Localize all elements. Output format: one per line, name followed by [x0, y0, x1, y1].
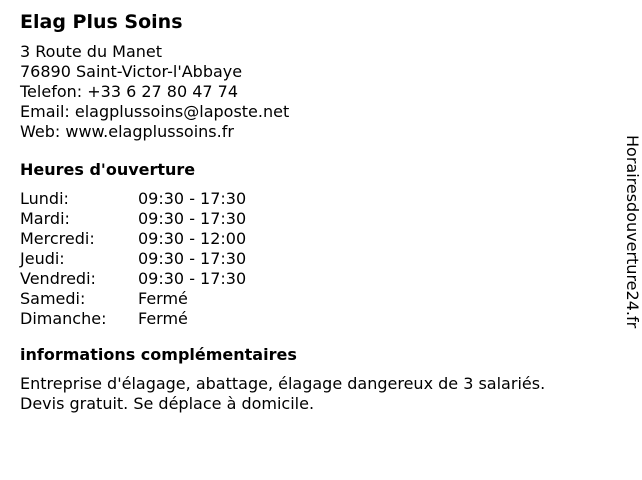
business-name: Elag Plus Soins: [20, 11, 183, 33]
info-line-2: Devis gratuit. Se déplace à domicile.: [20, 394, 315, 413]
address-street: 3 Route du Manet: [20, 42, 163, 61]
day-label: Dimanche:: [20, 309, 107, 328]
day-time: 09:30 - 17:30: [138, 189, 247, 208]
day-time: 09:30 - 17:30: [138, 269, 247, 288]
additional-info-heading: informations complémentaires: [20, 345, 297, 364]
day-label: Lundi:: [20, 189, 69, 208]
additional-info-text: [20, 374, 600, 414]
hours-row-monday: [20, 189, 600, 209]
day-label: Vendredi:: [20, 269, 96, 288]
day-time: Fermé: [138, 289, 188, 308]
opening-hours-table: [20, 189, 600, 329]
day-time: 09:30 - 17:30: [138, 249, 247, 268]
address-city: 76890 Saint-Victor-l'Abbaye: [20, 62, 243, 81]
site-watermark: Horairesdouverture24.fr: [623, 135, 642, 329]
hours-row-tuesday: [20, 209, 600, 229]
hours-row-sunday: [20, 309, 600, 329]
website-text: Web: www.elagplussoins.fr: [20, 122, 234, 141]
phone-text: Telefon: +33 6 27 80 47 74: [20, 82, 239, 101]
day-label: Samedi:: [20, 289, 86, 308]
business-card: [20, 10, 600, 414]
day-time: 09:30 - 17:30: [138, 209, 247, 228]
hours-row-wednesday: [20, 229, 600, 249]
contact-block: [20, 42, 600, 142]
info-line-1: Entreprise d'élagage, abattage, élagage dangereux de 3 salariés.: [20, 374, 546, 393]
day-label: Mardi:: [20, 209, 70, 228]
opening-hours-heading: Heures d'ouverture: [20, 160, 196, 179]
hours-row-friday: [20, 269, 600, 289]
day-label: Jeudi:: [20, 249, 65, 268]
day-time: 09:30 - 12:00: [138, 229, 247, 248]
hours-row-thursday: [20, 249, 600, 269]
day-time: Fermé: [138, 309, 188, 328]
day-label: Mercredi:: [20, 229, 95, 248]
hours-row-saturday: [20, 289, 600, 309]
email-text: Email: elagplussoins@laposte.net: [20, 102, 290, 121]
